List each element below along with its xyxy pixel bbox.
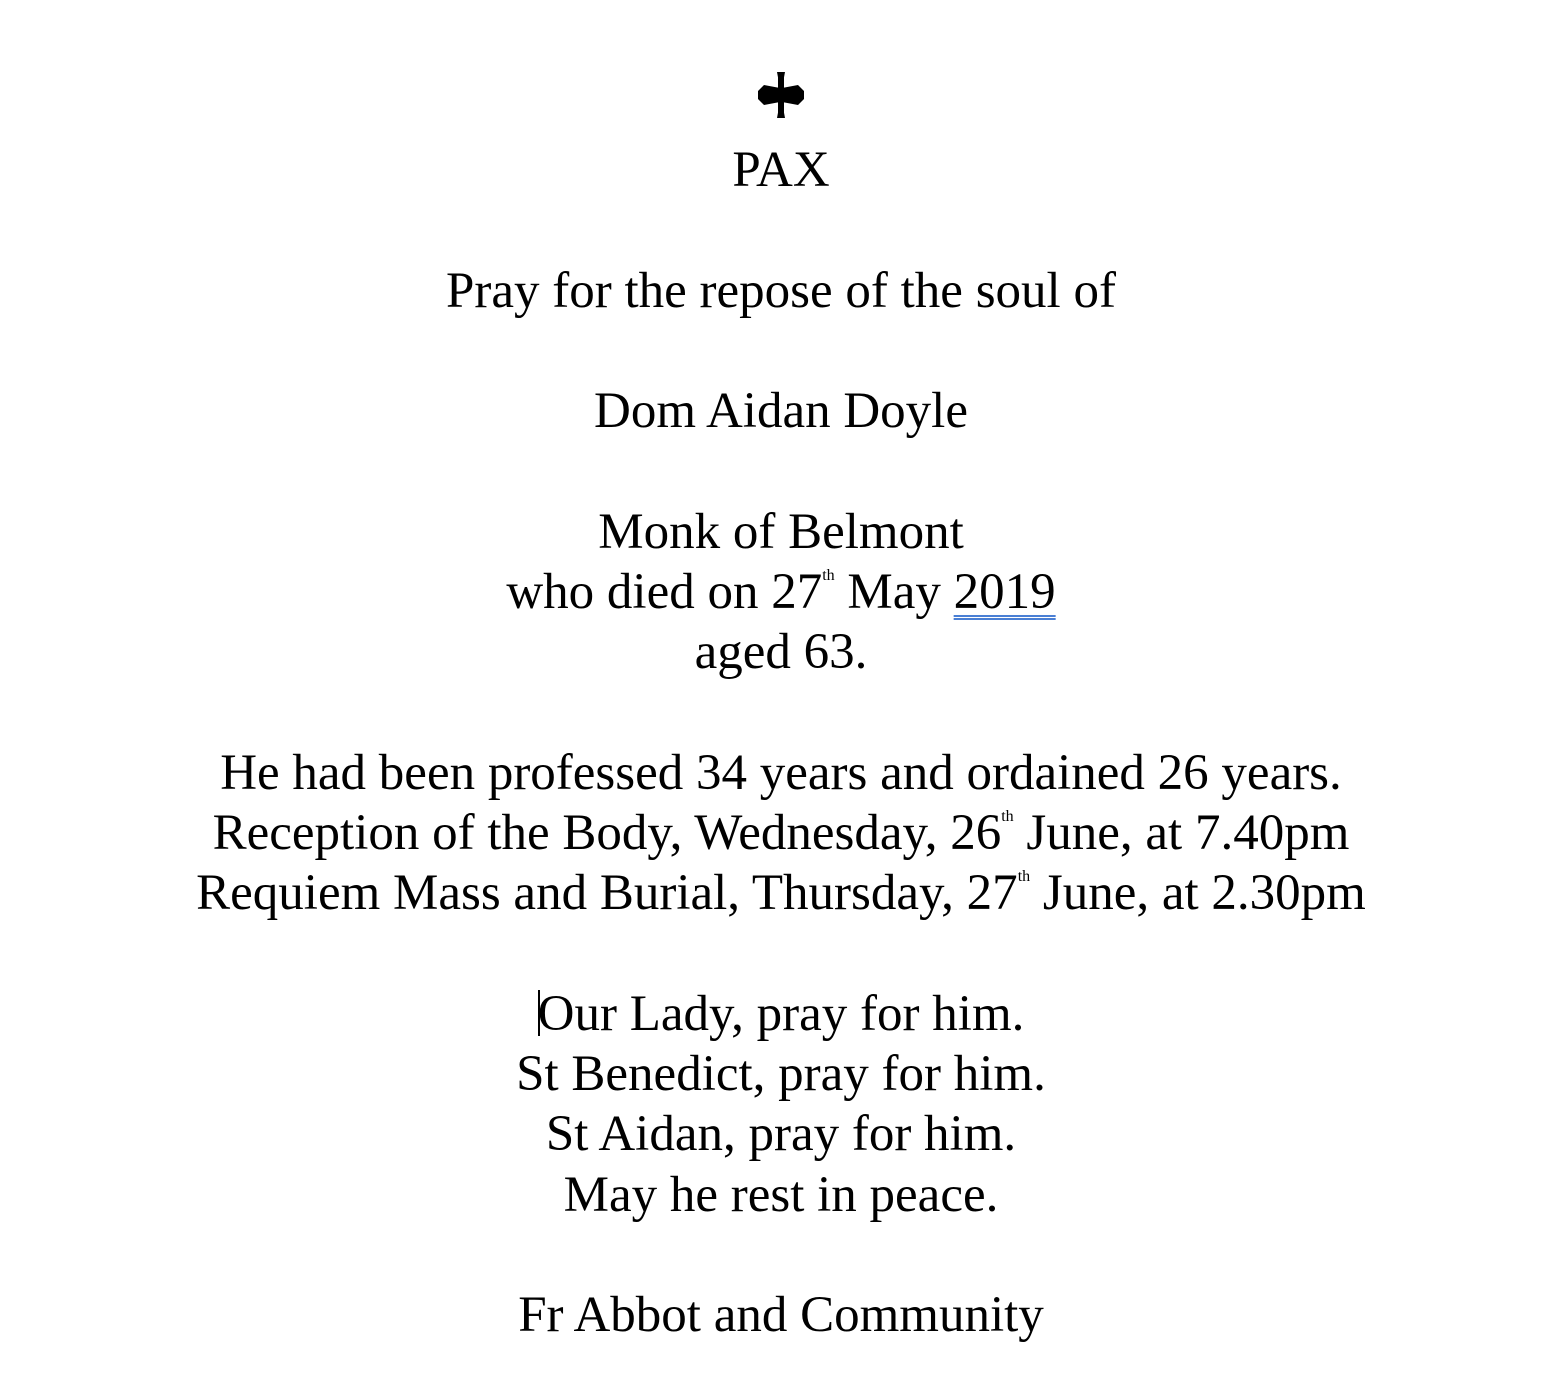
prayer-line-rest-in-peace: May he rest in peace. xyxy=(563,1167,999,1223)
requiem-prefix: Requiem Mass and Burial, Thursday, 27 xyxy=(196,865,1018,921)
requiem-ordinal: th xyxy=(1017,868,1031,885)
death-date-prefix: who died on 27 xyxy=(506,564,823,620)
death-year-proofing-mark[interactable]: 2019 xyxy=(953,564,1056,620)
prayer-line-st-benedict: St Benedict, pray for him. xyxy=(516,1046,1046,1102)
prayer-text: Our Lady, pray for him. xyxy=(537,986,1025,1042)
professed-line: He had been professed 34 years and ordained 26 years. xyxy=(220,745,1342,801)
role-line: Monk of Belmont xyxy=(598,504,964,560)
prayer-line-our-lady xyxy=(0,984,1562,1044)
signature-line: Fr Abbot and Community xyxy=(518,1287,1044,1343)
intro-line: Pray for the repose of the soul of xyxy=(446,263,1116,319)
cross-pattee-icon xyxy=(0,72,1562,120)
deceased-name: Dom Aidan Doyle xyxy=(594,383,968,439)
age-line: aged 63. xyxy=(694,624,868,680)
pax-heading: PAX xyxy=(732,142,830,198)
prayer-line-st-aidan: St Aidan, pray for him. xyxy=(545,1106,1017,1162)
reception-ordinal: th xyxy=(1001,808,1014,825)
death-date-month: May xyxy=(834,564,954,620)
requiem-line xyxy=(0,863,1562,935)
reception-suffix: June, at 7.40pm xyxy=(1013,805,1350,861)
reception-prefix: Reception of the Body, Wednesday, 26 xyxy=(212,805,1002,861)
requiem-suffix: June, at 2.30pm xyxy=(1030,865,1366,921)
death-date-ordinal: th xyxy=(822,567,835,584)
